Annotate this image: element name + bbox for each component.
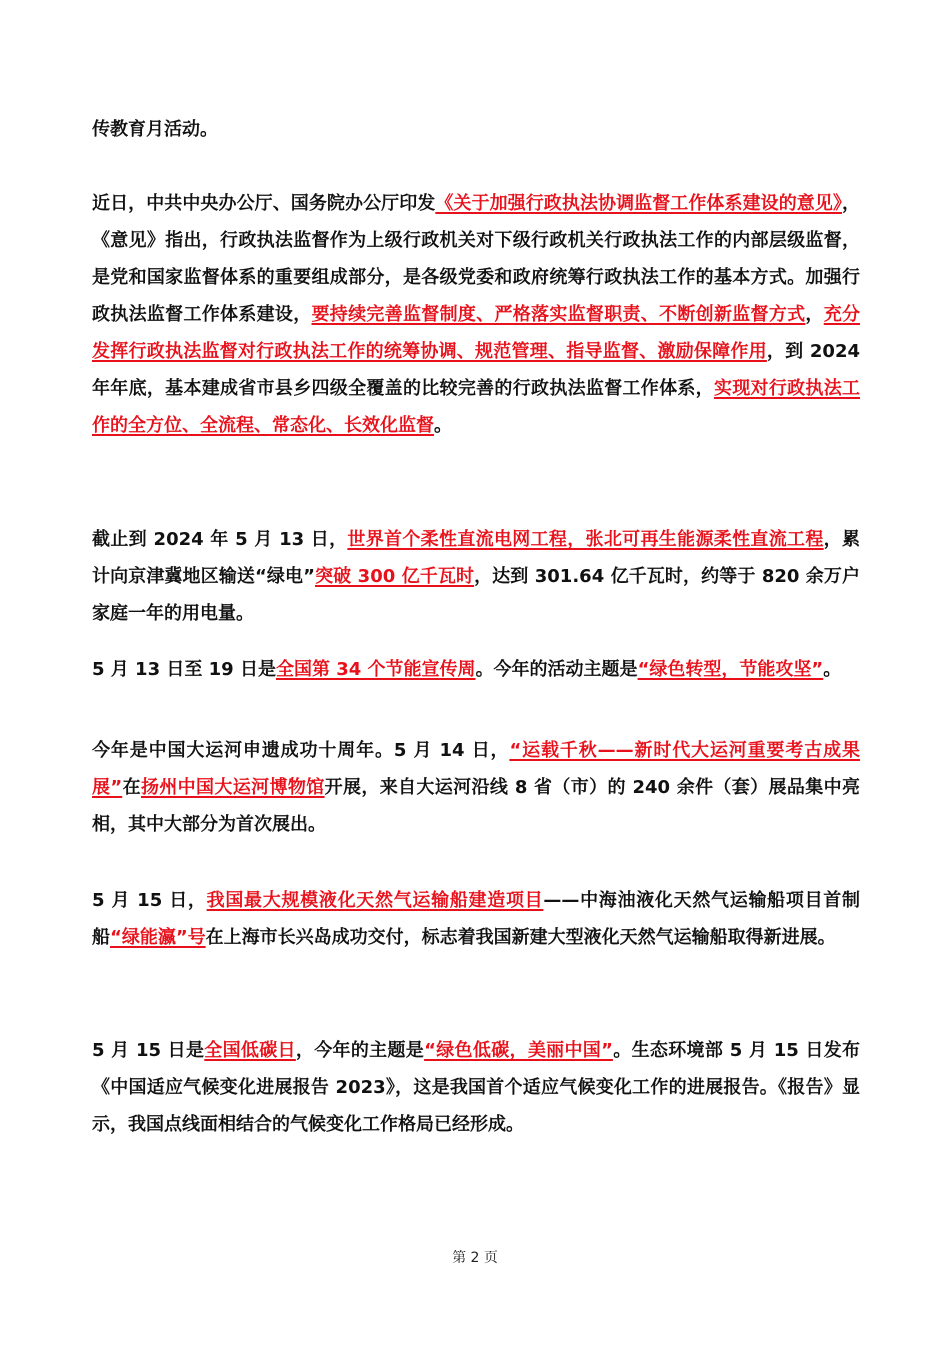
paragraph-text: 。 — [434, 415, 452, 436]
paragraph-energy-saving-week — [92, 657, 860, 683]
paragraph-continuation — [92, 111, 860, 148]
paragraph-text: ，达到 301.64 亿千瓦时，约等于 820 余万户家庭一年的用电量。 — [92, 566, 860, 624]
highlight-figure: 突破 300 亿千瓦时 — [314, 566, 475, 587]
paragraph-text: ，《意见》指出，行政执法监督作为上级行政机关对下级行政机关行政执法工作的内部层级监督，是党和国家监督体系的重要组成部分，是各级党委和政府统筹行政执法工作的基本方式。加强行政执法监督工作体系建设， — [92, 193, 860, 325]
highlight-key-phrase: 实现对行政执法工作的全方位、全流程、常态化、长效化监督 — [92, 378, 861, 436]
page-number: 第 2 页 — [452, 1250, 498, 1266]
paragraph-text: ，到 2024 年年底，基本建成省市县乡四级全覆盖的比较完善的行政执法监督工作体系， — [92, 341, 860, 399]
paragraph-green-power — [92, 521, 860, 632]
highlight-theme: “绿色转型，节能攻坚” — [637, 659, 824, 680]
paragraph-text: 。 — [823, 659, 842, 680]
paragraph-text: 5 月 15 日是 — [92, 1040, 205, 1061]
paragraph-text: 近日，中共中央办公厅、国务院办公厅印发 — [92, 193, 436, 214]
paragraph-text: 在 — [122, 777, 141, 798]
paragraph-text: ——中海油液化天然气运输船项目首制船 — [92, 890, 860, 948]
highlight-document-title: 《关于加强行政执法协调监督工作体系建设的意见》 — [435, 193, 842, 214]
highlight-exhibition-name: “运载千秋——新时代大运河重要考古成果展” — [92, 740, 860, 798]
paragraph-text: 在上海市长兴岛成功交付，标志着我国新建大型液化天然气运输船取得新进展。 — [205, 927, 836, 948]
paragraph-text: 。生态环境部 5 月 15 日发布《中国适应气候变化进展报告 2023》，这是我国首个适应气候变化工作的进展报告。《报告》显示，我国点线面相结合的气候变化工作格局已经形成。 — [92, 1040, 861, 1135]
paragraph-lng-carrier — [92, 882, 860, 956]
paragraph-text: ，累计向京津冀地区输送“绿电” — [92, 529, 860, 587]
highlight-event-name: 全国低碳日 — [204, 1040, 296, 1061]
highlight-event-name: 全国第 34 个节能宣传周 — [275, 659, 476, 680]
highlight-ship-name: “绿能瀛”号 — [110, 927, 206, 948]
paragraph-text: 5 月 15 日， — [92, 890, 207, 911]
paragraph-law-enforcement-supervision — [92, 185, 860, 444]
paragraph-low-carbon-day — [92, 1032, 860, 1143]
highlight-project-name: 我国最大规模液化天然气运输船建造项目 — [206, 890, 544, 911]
highlight-key-phrase: 充分发挥行政执法监督对行政执法工作的统筹协调、规范管理、指导监督、激励保障作用 — [92, 304, 861, 362]
highlight-museum-name: 扬州中国大运河博物馆 — [140, 777, 325, 798]
highlight-theme: “绿色低碳，美丽中国” — [424, 1040, 613, 1061]
paragraph-text: ， — [805, 304, 824, 325]
paragraph-text: 开展，来自大运河沿线 8 省（市）的 240 余件（套）展品集中亮相，其中大部分为首次展出。 — [92, 777, 860, 835]
paragraph-text: 。今年的活动主题是 — [475, 659, 638, 680]
paragraph-text: 截止到 2024 年 5 月 13 日， — [92, 529, 348, 550]
highlight-project-name: 世界首个柔性直流电网工程，张北可再生能源柔性直流工程 — [347, 529, 824, 550]
paragraph-grand-canal — [92, 732, 860, 843]
paragraph-text: 传教育月活动。 — [92, 119, 218, 140]
highlight-key-phrase: 要持续完善监督制度、严格落实监督职责、不断创新监督方式 — [311, 304, 806, 325]
paragraph-text: ，今年的主题是 — [295, 1040, 425, 1061]
paragraph-text: 5 月 13 日至 19 日是 — [92, 659, 276, 680]
paragraph-text: 今年是中国大运河申遗成功十周年。5 月 14 日， — [92, 740, 510, 761]
